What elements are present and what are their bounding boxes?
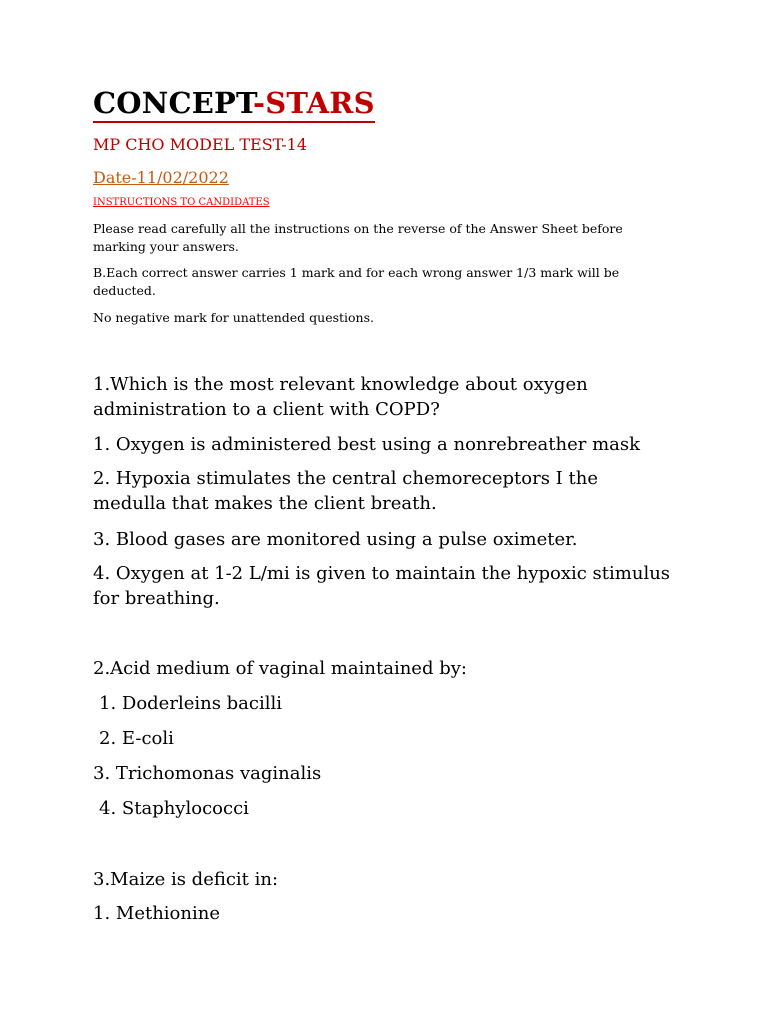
question-3-text: 3.Maize is deficit in: [93,869,279,890]
instructions-heading: INSTRUCTIONS TO CANDIDATES [93,197,270,208]
question-1-option-1: 1. Oxygen is administered best using a nonrebreather mask [93,434,641,455]
question-1-option-4: 4. Oxygen at 1-2 L/mi is given to maintain the hypoxic stimulus for breathing. [93,563,671,609]
instruction-line-2: B.Each correct answer carries 1 mark and for each wrong answer 1/3 mark will be deducted. [93,265,620,298]
title-concept: CONCEPT [93,86,254,120]
question-2-option-4: 4. Staphylococci [99,798,249,819]
test-subtitle: MP CHO MODEL TEST-14 [93,135,308,154]
question-2-text: 2.Acid medium of vaginal maintained by: [93,658,467,679]
question-2-option-3: 3. Trichomonas vaginalis [93,763,322,784]
title-stars: -STARS [253,86,375,120]
question-2-option-1: 1. Doderleins bacilli [99,693,283,714]
page-title [93,86,375,123]
instruction-line-1: Please read carefully all the instructions on the reverse of the Answer Sheet before marking your answers. [93,221,623,254]
question-2-option-2: 2. E-coli [99,728,174,749]
question-1-text: 1.Which is the most relevant knowledge about oxygen administration to a client with COPD? [93,374,588,420]
question-1-option-3: 3. Blood gases are monitored using a pulse oximeter. [93,529,578,550]
question-3-option-1: 1. Methionine [93,903,220,924]
question-1-option-2: 2. Hypoxia stimulates the central chemoreceptors I the medulla that makes the client breath. [93,468,598,514]
test-date: Date-11/02/2022 [93,168,229,187]
instruction-line-3: No negative mark for unattended questions. [93,310,374,325]
